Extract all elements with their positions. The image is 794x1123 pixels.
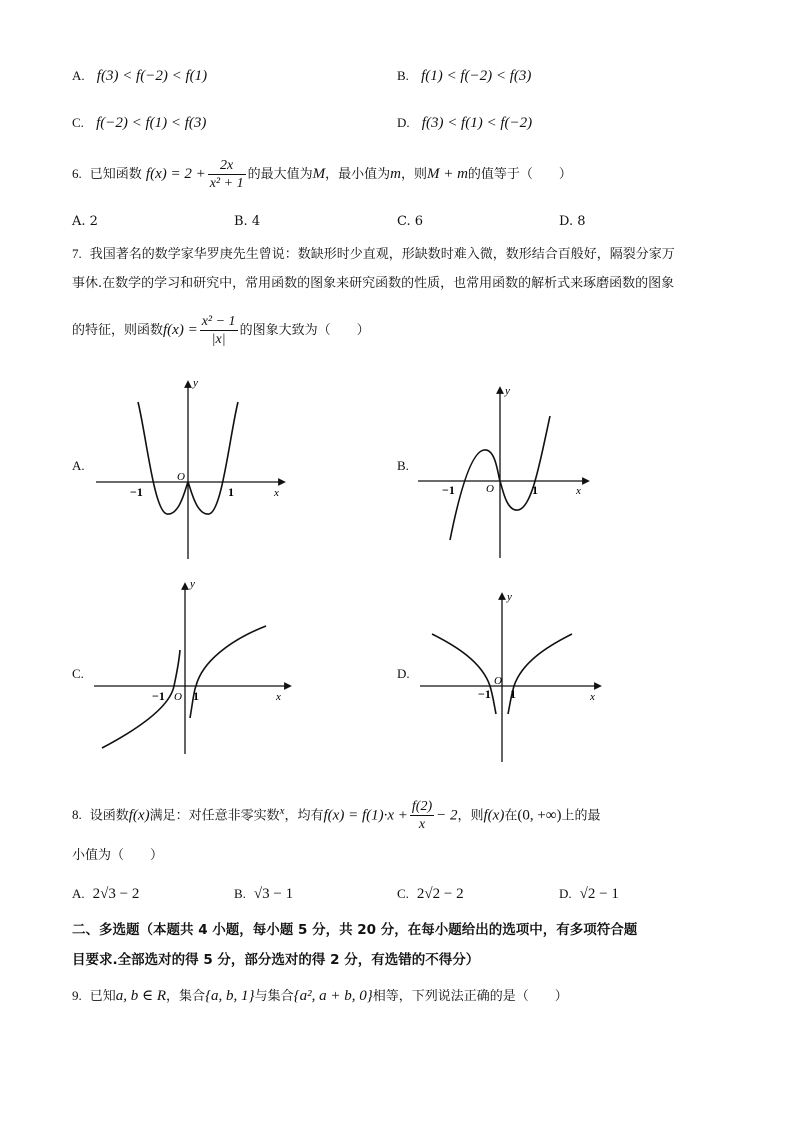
option-value: 2√3 − 2 bbox=[92, 886, 140, 902]
neg1-label: −1 bbox=[442, 483, 455, 497]
q6-prefix: 已知函数 bbox=[89, 167, 142, 182]
q8-text3: ，则 bbox=[457, 808, 484, 824]
fraction-denominator: x bbox=[418, 817, 426, 833]
q8-fx: f(x) bbox=[128, 807, 150, 824]
q9-text1: ，集合 bbox=[166, 989, 206, 1004]
q8-option-c bbox=[397, 884, 464, 905]
curve-left bbox=[102, 650, 180, 748]
section2-line2: 目要求.全部选对的得 5 分，部分选对的得 2 分，有选错的不得分） bbox=[72, 952, 480, 968]
q6-fraction bbox=[208, 157, 246, 192]
q8-option-b bbox=[234, 884, 293, 905]
option-value: √2 − 1 bbox=[579, 886, 619, 902]
q6-option-c bbox=[397, 212, 423, 232]
section2-line1: 二、多选题（本题共 4 小题，每小题 5 分，共 20 分，在每小题给出的选项中，有多项符合题 bbox=[72, 922, 638, 938]
option-letter: B. bbox=[397, 68, 409, 83]
option-value: 2√2 − 2 bbox=[416, 886, 464, 902]
option-letter: D. bbox=[559, 886, 572, 901]
option-letter: D. bbox=[397, 115, 410, 130]
option-letter: A. bbox=[72, 214, 86, 229]
origin-label: O bbox=[494, 675, 502, 687]
pos1-label: 1 bbox=[532, 483, 538, 497]
x-label: x bbox=[590, 691, 595, 703]
q8-text4: 在 bbox=[504, 808, 518, 824]
graph-b-label: B. bbox=[397, 458, 409, 473]
curve-right bbox=[508, 634, 572, 714]
question-number: 7. bbox=[72, 246, 82, 261]
q8-option-d bbox=[559, 884, 619, 905]
curve-left bbox=[432, 634, 496, 714]
x-label: x bbox=[576, 485, 581, 497]
q9-stem bbox=[72, 986, 568, 1007]
pos1-label: 1 bbox=[510, 687, 516, 701]
q5-option-a bbox=[72, 66, 207, 87]
q8-fx2: f(x) bbox=[483, 807, 505, 824]
q8-text5: 上的最 bbox=[561, 808, 601, 824]
y-label: y bbox=[190, 578, 195, 590]
x-label: x bbox=[274, 487, 279, 499]
q9-cond: a, b ∈ R bbox=[115, 988, 167, 1004]
y-label: y bbox=[505, 385, 510, 397]
q6-m: m bbox=[390, 166, 401, 182]
pos1-label: 1 bbox=[193, 689, 199, 703]
fraction-numerator: x² − 1 bbox=[201, 314, 236, 329]
option-text: f(3) < f(1) < f(−2) bbox=[421, 115, 533, 131]
q6-option-a bbox=[72, 212, 98, 232]
graph-a-label: A. bbox=[72, 458, 85, 473]
q7-text-line1: 我国著名的数学家华罗庚先生曾说：数缺形时少直观，形缺数时难入微，数形结合百般好，隔裂分家万 bbox=[89, 247, 675, 262]
option-letter: B. bbox=[234, 886, 246, 901]
origin-label: O bbox=[486, 483, 494, 495]
x-label: x bbox=[276, 691, 281, 703]
q8-stem bbox=[72, 792, 601, 835]
option-letter: A. bbox=[72, 68, 85, 83]
q6-stem bbox=[72, 156, 572, 193]
q6-func: f(x) = 2 + bbox=[145, 166, 206, 182]
graph-d-label: D. bbox=[397, 666, 410, 681]
q8-line2 bbox=[72, 846, 163, 866]
question-number: 6. bbox=[72, 166, 82, 181]
q6-text4: 的值等于（ ） bbox=[467, 167, 572, 182]
q7-line2 bbox=[72, 274, 674, 294]
q8-text-line2: 小值为（ ） bbox=[72, 848, 164, 863]
q7-suffix: 的图象大致为（ ） bbox=[239, 323, 370, 338]
option-letter: C. bbox=[397, 886, 409, 901]
graph-d bbox=[416, 586, 606, 766]
q8-interval: (0, +∞) bbox=[517, 807, 562, 824]
question-number: 8. bbox=[72, 807, 82, 823]
q5-option-d bbox=[397, 113, 532, 134]
graph-a bbox=[92, 374, 292, 564]
fraction-denominator: x² + 1 bbox=[209, 176, 244, 191]
origin-label: O bbox=[177, 471, 185, 483]
curve-right bbox=[190, 626, 266, 718]
q6-text3: ，则 bbox=[400, 167, 427, 182]
neg1-label: −1 bbox=[152, 689, 165, 703]
neg1-label: −1 bbox=[130, 485, 143, 499]
option-letter: D. bbox=[559, 214, 574, 229]
q7-func: f(x) = bbox=[163, 322, 198, 338]
neg1-label: −1 bbox=[478, 687, 491, 701]
option-letter: C. bbox=[397, 214, 411, 229]
option-letter: A. bbox=[72, 886, 85, 901]
q8-prefix: 设函数 bbox=[89, 808, 129, 824]
option-letter: B. bbox=[234, 214, 248, 229]
q6-option-b bbox=[234, 212, 260, 232]
option-value: 8 bbox=[577, 214, 586, 229]
option-text: f(−2) < f(1) < f(3) bbox=[96, 115, 207, 131]
q6-sum: M + m bbox=[426, 166, 468, 182]
pos1-label: 1 bbox=[228, 485, 234, 499]
q9-set2: {a², a + b, 0} bbox=[293, 988, 373, 1004]
q6-M: M bbox=[312, 166, 326, 182]
q7-line1 bbox=[72, 244, 675, 265]
y-label: y bbox=[507, 591, 512, 603]
q9-set1: {a, b, 1} bbox=[205, 988, 255, 1004]
option-text: f(3) < f(−2) < f(1) bbox=[96, 68, 208, 84]
option-letter: C. bbox=[72, 115, 84, 130]
q8-x: x bbox=[279, 805, 285, 817]
q7-fraction bbox=[200, 313, 238, 348]
q6-text2: ，最小值为 bbox=[325, 167, 391, 182]
fraction-denominator: |x| bbox=[211, 332, 226, 347]
q9-text2: 与集合 bbox=[254, 989, 294, 1004]
graph-c bbox=[90, 576, 295, 756]
q6-option-d bbox=[559, 212, 586, 232]
q8-fraction bbox=[410, 798, 434, 833]
q7-prefix: 的特征，则函数 bbox=[72, 323, 164, 338]
fraction-numerator: 2x bbox=[208, 157, 246, 175]
option-value: 4 bbox=[251, 214, 261, 229]
q7-line3 bbox=[72, 312, 370, 349]
option-value: 6 bbox=[414, 214, 424, 229]
q9-prefix: 已知 bbox=[89, 989, 116, 1004]
q7-text-line2: 事休.在数学的学习和研究中，常用函数的图象来研究函数的性质，也常用函数的解析式来琢磨函数的图象 bbox=[72, 276, 675, 291]
option-text: f(1) < f(−2) < f(3) bbox=[421, 68, 532, 84]
q8-option-a bbox=[72, 884, 139, 905]
y-label: y bbox=[193, 377, 198, 389]
q6-text1: 的最大值为 bbox=[247, 167, 313, 182]
fraction-numerator: f(2) bbox=[411, 799, 433, 815]
q8-text2: ，均有 bbox=[284, 808, 324, 824]
graph-c-label: C. bbox=[72, 666, 84, 681]
question-number: 9. bbox=[72, 988, 82, 1003]
q5-option-b bbox=[397, 66, 531, 87]
option-value: √3 − 1 bbox=[253, 886, 294, 902]
graph-b bbox=[414, 380, 594, 560]
origin-label: O bbox=[174, 691, 182, 703]
q9-text3: 相等，下列说法正确的是（ ） bbox=[372, 989, 568, 1004]
q5-option-c bbox=[72, 113, 206, 134]
q8-text1: 满足：对任意非零实数 bbox=[149, 808, 280, 824]
q8-eq-lhs: f(x) = f(1)·x + bbox=[323, 807, 408, 824]
q8-eq-tail: − 2 bbox=[436, 807, 458, 824]
option-value: 2 bbox=[89, 214, 98, 229]
